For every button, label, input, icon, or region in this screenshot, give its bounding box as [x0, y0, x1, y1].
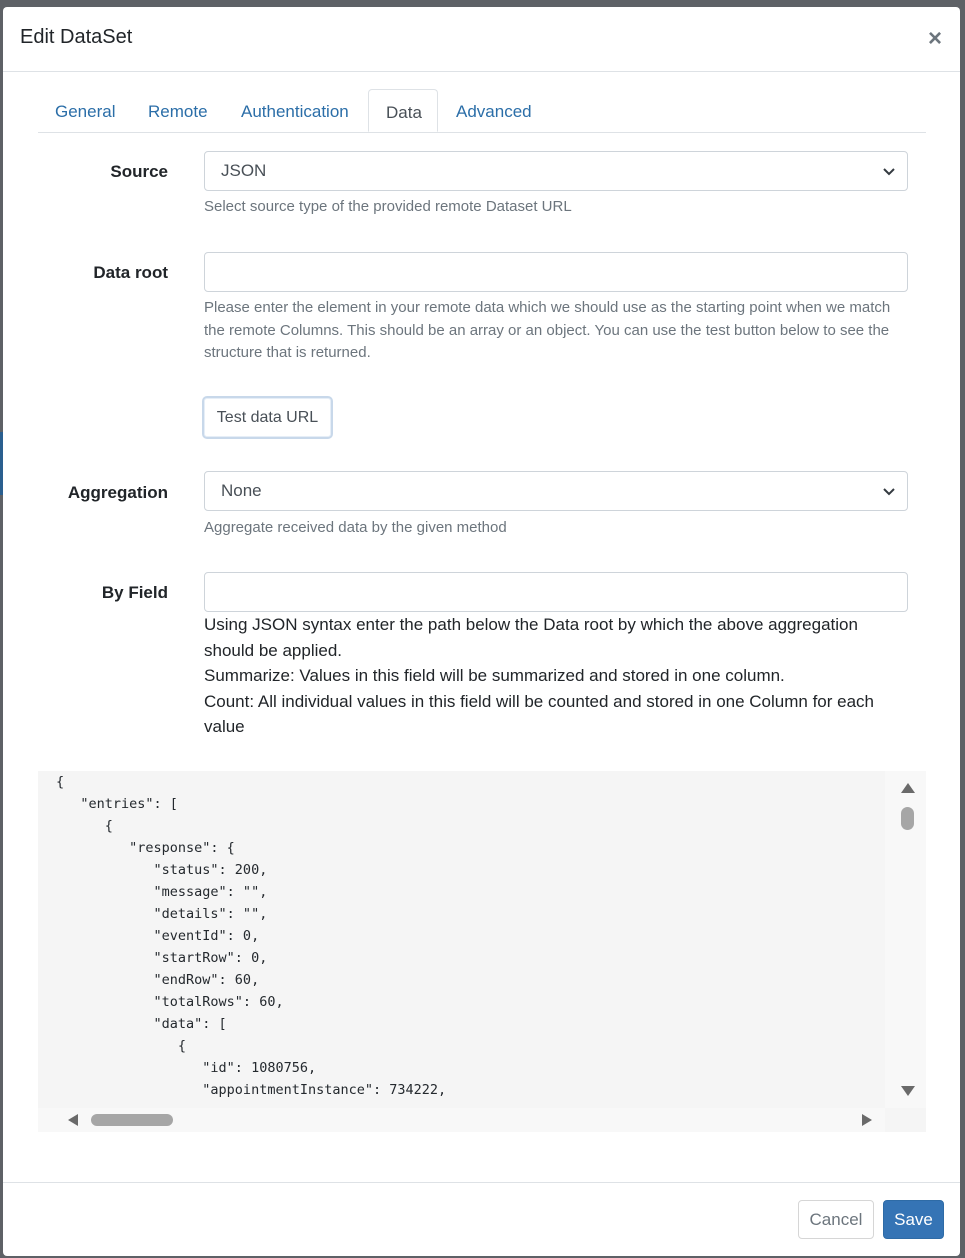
- json-preview-content: [56, 771, 876, 1108]
- source-label: Source: [110, 162, 168, 181]
- by-field-help-line: Count: All individual values in this field will be counted and stored in one Column for each value: [204, 691, 875, 736]
- scroll-up-icon[interactable]: [901, 783, 915, 793]
- code-line: "endRow": 60,: [56, 972, 260, 988]
- code-line: "id": 1080756,: [56, 1060, 317, 1076]
- tab-general[interactable]: General: [55, 102, 116, 121]
- aggregation-help: Aggregate received data by the given method: [204, 519, 507, 536]
- source-help: Select source type of the provided remote Dataset URL: [204, 198, 572, 215]
- tab-remote[interactable]: Remote: [148, 102, 208, 121]
- modal-footer: [3, 1182, 960, 1256]
- by-field-input[interactable]: [204, 572, 908, 612]
- tab-advanced[interactable]: Advanced: [456, 102, 532, 121]
- aggregation-label: Aggregation: [67, 483, 168, 502]
- tab-data[interactable]: Data: [368, 89, 438, 132]
- close-icon[interactable]: ×: [927, 25, 942, 52]
- chevron-down-icon: [881, 163, 897, 179]
- data-root-label: Data root: [93, 263, 168, 282]
- chevron-down-icon: [881, 483, 897, 499]
- code-line: "totalRows": 60,: [56, 994, 284, 1010]
- code-line: "appointmentInstance": 734222,: [56, 1082, 447, 1098]
- vertical-scroll-thumb[interactable]: [901, 807, 914, 830]
- code-line: {: [56, 818, 113, 834]
- cancel-button[interactable]: Cancel: [798, 1200, 874, 1239]
- modal-title: Edit DataSet: [20, 26, 133, 48]
- tab-bar: [38, 89, 926, 133]
- code-line: {: [56, 1038, 187, 1054]
- test-data-url-button[interactable]: Test data URL: [202, 396, 333, 439]
- scroll-down-icon[interactable]: [901, 1086, 915, 1096]
- by-field-help-line: Summarize: Values in this field will be summarized and stored in one column.: [204, 666, 785, 685]
- by-field-help-line: Using JSON syntax enter the path below the Data root by which the above aggregation should be applied.: [204, 615, 858, 660]
- horizontal-scroll-thumb[interactable]: [91, 1114, 173, 1126]
- by-field-label: By Field: [101, 583, 168, 602]
- code-line: "startRow": 0,: [56, 950, 268, 966]
- aggregation-value: None: [221, 481, 262, 500]
- source-value: JSON: [221, 161, 267, 180]
- code-line: "entries": [: [56, 796, 178, 812]
- code-line: "status": 200,: [56, 862, 268, 878]
- source-select[interactable]: [204, 151, 908, 191]
- scroll-left-icon[interactable]: [68, 1114, 78, 1126]
- tab-authentication[interactable]: Authentication: [241, 102, 349, 121]
- data-root-help: Please enter the element in your remote data which we should use as the starting point when we match the remote Columns. This should be an array or an object. You can use the test button below to see the structure that is returned.: [204, 299, 891, 361]
- code-line: "data": [: [56, 1016, 227, 1032]
- code-line: "response": {: [56, 840, 235, 856]
- code-line: "details": "",: [56, 906, 268, 922]
- code-line: "eventId": 0,: [56, 928, 260, 944]
- code-line: {: [56, 774, 65, 790]
- save-button[interactable]: Save: [883, 1200, 944, 1239]
- modal-header: [3, 7, 960, 72]
- scroll-right-icon[interactable]: [862, 1114, 872, 1126]
- horizontal-scrollbar[interactable]: [38, 1108, 885, 1132]
- vertical-scrollbar[interactable]: [885, 771, 926, 1108]
- edit-dataset-modal: [3, 7, 960, 1256]
- json-preview[interactable]: [38, 771, 926, 1132]
- by-field-help: [204, 612, 908, 740]
- data-root-input[interactable]: [204, 252, 908, 292]
- code-line: "message": "",: [56, 884, 268, 900]
- aggregation-select[interactable]: [204, 471, 908, 511]
